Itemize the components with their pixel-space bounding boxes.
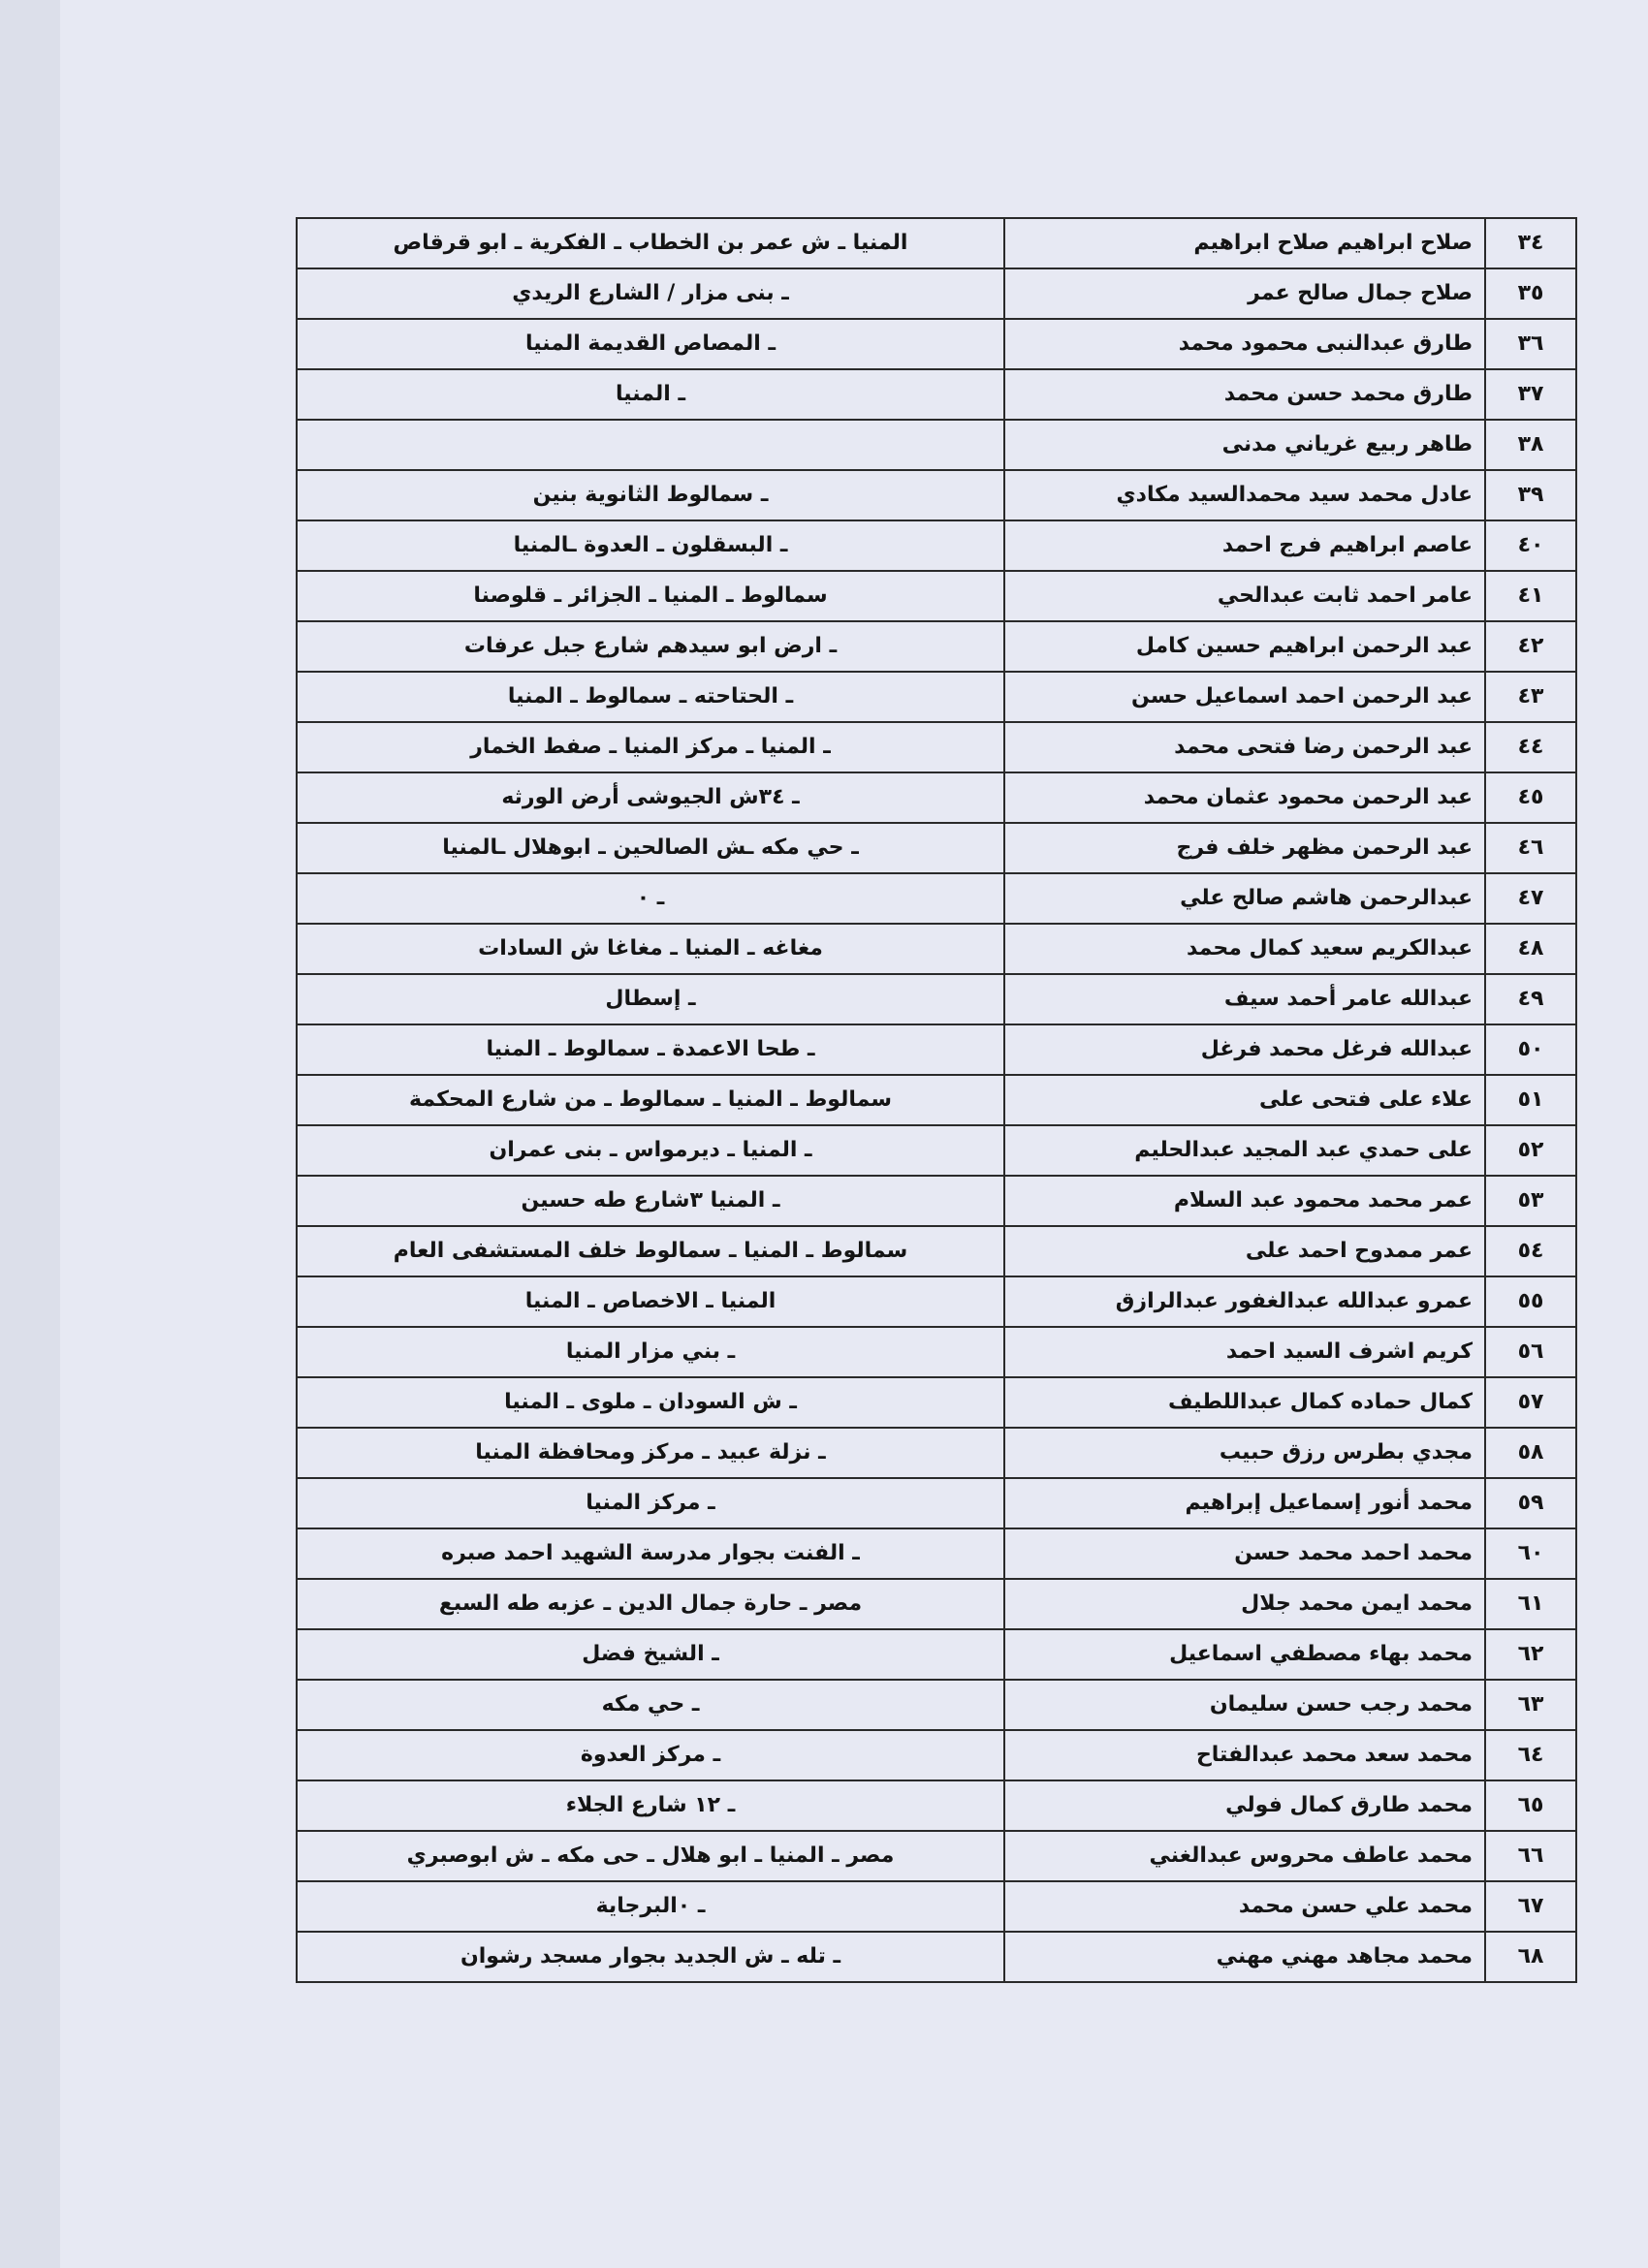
table-body bbox=[297, 218, 1576, 1982]
table-row bbox=[297, 1680, 1576, 1730]
person-name: محمد علي حسن محمد bbox=[1004, 1881, 1485, 1932]
table-row bbox=[297, 722, 1576, 772]
table-row bbox=[297, 470, 1576, 520]
table-row bbox=[297, 268, 1576, 319]
person-name: مجدي بطرس رزق حبيب bbox=[1004, 1428, 1485, 1478]
row-number: ٦٨ bbox=[1485, 1932, 1576, 1982]
address: مصر ـ حارة جمال الدين ـ عزبه طه السبع bbox=[297, 1579, 1004, 1629]
table-row bbox=[297, 1125, 1576, 1176]
person-name: محمد رجب حسن سليمان bbox=[1004, 1680, 1485, 1730]
address: ـ إسطال bbox=[297, 974, 1004, 1024]
row-number: ٥٦ bbox=[1485, 1327, 1576, 1377]
table-row bbox=[297, 520, 1576, 571]
table-row bbox=[297, 1478, 1576, 1528]
table-row bbox=[297, 1881, 1576, 1932]
row-number: ٦٤ bbox=[1485, 1730, 1576, 1780]
address: ـ سمالوط الثانوية بنين bbox=[297, 470, 1004, 520]
table-row bbox=[297, 1075, 1576, 1125]
person-name: عبد الرحمن رضا فتحى محمد bbox=[1004, 722, 1485, 772]
person-name: كريم اشرف السيد احمد bbox=[1004, 1327, 1485, 1377]
address: ـ طحا الاعمدة ـ سمالوط ـ المنيا bbox=[297, 1024, 1004, 1075]
table-row bbox=[297, 1780, 1576, 1831]
address: ـ المنيا ـ ديرمواس ـ بنى عمران bbox=[297, 1125, 1004, 1176]
address: ـ بنى مزار / الشارع الريدي bbox=[297, 268, 1004, 319]
address: سمالوط ـ المنيا ـ الجزائر ـ قلوصنا bbox=[297, 571, 1004, 621]
row-number: ٥٧ bbox=[1485, 1377, 1576, 1428]
address: ـ الشيخ فضل bbox=[297, 1629, 1004, 1680]
row-number: ٤٩ bbox=[1485, 974, 1576, 1024]
address: ـ الفنت بجوار مدرسة الشهيد احمد صبره bbox=[297, 1528, 1004, 1579]
address: ـ ارض ابو سيدهم شارع جبل عرفات bbox=[297, 621, 1004, 672]
row-number: ٤٠ bbox=[1485, 520, 1576, 571]
person-name: محمد عاطف محروس عبدالغني bbox=[1004, 1831, 1485, 1881]
row-number: ٣٧ bbox=[1485, 369, 1576, 420]
address: سمالوط ـ المنيا ـ سمالوط خلف المستشفى العام bbox=[297, 1226, 1004, 1276]
row-number: ٦٦ bbox=[1485, 1831, 1576, 1881]
person-name: صلاح جمال صالح عمر bbox=[1004, 268, 1485, 319]
row-number: ٤٨ bbox=[1485, 924, 1576, 974]
table-row bbox=[297, 1528, 1576, 1579]
row-number: ٥٤ bbox=[1485, 1226, 1576, 1276]
person-name: عبدالله فرغل محمد فرغل bbox=[1004, 1024, 1485, 1075]
row-number: ٣٩ bbox=[1485, 470, 1576, 520]
person-name: عبد الرحمن ابراهيم حسين كامل bbox=[1004, 621, 1485, 672]
person-name: عمرو عبدالله عبدالغفور عبدالرازق bbox=[1004, 1276, 1485, 1327]
address: ـ المصاص القديمة المنيا bbox=[297, 319, 1004, 369]
row-number: ٦١ bbox=[1485, 1579, 1576, 1629]
address bbox=[297, 420, 1004, 470]
table-row bbox=[297, 1579, 1576, 1629]
table-row bbox=[297, 420, 1576, 470]
person-name: طارق عبدالنبى محمود محمد bbox=[1004, 319, 1485, 369]
row-number: ٣٤ bbox=[1485, 218, 1576, 268]
table-row bbox=[297, 1276, 1576, 1327]
address: ـ ١٢ شارع الجلاء bbox=[297, 1780, 1004, 1831]
table-row bbox=[297, 1024, 1576, 1075]
person-name: محمد ايمن محمد جلال bbox=[1004, 1579, 1485, 1629]
address: مغاغه ـ المنيا ـ مغاغا ش السادات bbox=[297, 924, 1004, 974]
table-row bbox=[297, 1226, 1576, 1276]
row-number: ٥١ bbox=[1485, 1075, 1576, 1125]
table-row bbox=[297, 1428, 1576, 1478]
row-number: ٥٣ bbox=[1485, 1176, 1576, 1226]
table-row bbox=[297, 772, 1576, 823]
table-row bbox=[297, 873, 1576, 924]
person-name: صلاح ابراهيم صلاح ابراهيم bbox=[1004, 218, 1485, 268]
row-number: ٦٣ bbox=[1485, 1680, 1576, 1730]
table-row bbox=[297, 369, 1576, 420]
address: ـ مركز المنيا bbox=[297, 1478, 1004, 1528]
table-row bbox=[297, 924, 1576, 974]
row-number: ٤٢ bbox=[1485, 621, 1576, 672]
address: ـ المنيا bbox=[297, 369, 1004, 420]
table-row bbox=[297, 1629, 1576, 1680]
address: ـ ش السودان ـ ملوى ـ المنيا bbox=[297, 1377, 1004, 1428]
person-name: على حمدي عبد المجيد عبدالحليم bbox=[1004, 1125, 1485, 1176]
person-name: علاء على فتحى على bbox=[1004, 1075, 1485, 1125]
table-row bbox=[297, 1176, 1576, 1226]
person-name: طارق محمد حسن محمد bbox=[1004, 369, 1485, 420]
person-name: عبد الرحمن احمد اسماعيل حسن bbox=[1004, 672, 1485, 722]
scanned-page bbox=[60, 0, 1648, 2268]
row-number: ٦٥ bbox=[1485, 1780, 1576, 1831]
address: ـ الحتاحته ـ سمالوط ـ المنيا bbox=[297, 672, 1004, 722]
table-row bbox=[297, 823, 1576, 873]
row-number: ٥٩ bbox=[1485, 1478, 1576, 1528]
person-name: عاصم ابراهيم فرج احمد bbox=[1004, 520, 1485, 571]
person-name: عمر محمد محمود عبد السلام bbox=[1004, 1176, 1485, 1226]
address: ـ حي مكه bbox=[297, 1680, 1004, 1730]
row-number: ٤٦ bbox=[1485, 823, 1576, 873]
table-row bbox=[297, 218, 1576, 268]
person-name: عبدالله عامر أحمد سيف bbox=[1004, 974, 1485, 1024]
row-number: ٣٨ bbox=[1485, 420, 1576, 470]
person-name: محمد احمد محمد حسن bbox=[1004, 1528, 1485, 1579]
table-row bbox=[297, 974, 1576, 1024]
address: ـ بني مزار المنيا bbox=[297, 1327, 1004, 1377]
row-number: ٦٠ bbox=[1485, 1528, 1576, 1579]
person-name: عبد الرحمن مظهر خلف فرج bbox=[1004, 823, 1485, 873]
address: ـ ٣٤ش الجيوشى أرض الورثه bbox=[297, 772, 1004, 823]
person-name: محمد سعد محمد عبدالفتاح bbox=[1004, 1730, 1485, 1780]
row-number: ٤٣ bbox=[1485, 672, 1576, 722]
person-name: طاهر ربيع غرياني مدنى bbox=[1004, 420, 1485, 470]
table-row bbox=[297, 1327, 1576, 1377]
person-name: عمر ممدوح احمد على bbox=[1004, 1226, 1485, 1276]
table-row bbox=[297, 1831, 1576, 1881]
row-number: ٤٥ bbox=[1485, 772, 1576, 823]
row-number: ٤٤ bbox=[1485, 722, 1576, 772]
table-row bbox=[297, 571, 1576, 621]
address: ـ ٠البرجاية bbox=[297, 1881, 1004, 1932]
address: ـ البسقلون ـ العدوة ـالمنيا bbox=[297, 520, 1004, 571]
address: ـ المنيا ٣شارع طه حسين bbox=[297, 1176, 1004, 1226]
address: ـ نزلة عبيد ـ مركز ومحافظة المنيا bbox=[297, 1428, 1004, 1478]
row-number: ٥٨ bbox=[1485, 1428, 1576, 1478]
person-name: عامر احمد ثابت عبدالحي bbox=[1004, 571, 1485, 621]
table-row bbox=[297, 1932, 1576, 1982]
row-number: ٣٦ bbox=[1485, 319, 1576, 369]
table-row bbox=[297, 1730, 1576, 1780]
row-number: ٥٠ bbox=[1485, 1024, 1576, 1075]
address: سمالوط ـ المنيا ـ سمالوط ـ من شارع المحكمة bbox=[297, 1075, 1004, 1125]
person-name: محمد مجاهد مهني مهني bbox=[1004, 1932, 1485, 1982]
person-name: كمال حماده كمال عبداللطيف bbox=[1004, 1377, 1485, 1428]
row-number: ٥٢ bbox=[1485, 1125, 1576, 1176]
address: ـ المنيا ـ مركز المنيا ـ صفط الخمار bbox=[297, 722, 1004, 772]
person-name: محمد بهاء مصطفي اسماعيل bbox=[1004, 1629, 1485, 1680]
address: ـ حي مكه ـش الصالحين ـ ابوهلال ـالمنيا bbox=[297, 823, 1004, 873]
address: مصر ـ المنيا ـ ابو هلال ـ حى مكه ـ ش ابوصبري bbox=[297, 1831, 1004, 1881]
row-number: ٤١ bbox=[1485, 571, 1576, 621]
person-name: عبد الرحمن محمود عثمان محمد bbox=[1004, 772, 1485, 823]
address: ـ مركز العدوة bbox=[297, 1730, 1004, 1780]
row-number: ٥٥ bbox=[1485, 1276, 1576, 1327]
person-name: عبدالكريم سعيد كمال محمد bbox=[1004, 924, 1485, 974]
names-addresses-table bbox=[296, 217, 1577, 1983]
address: ـ ٠ bbox=[297, 873, 1004, 924]
row-number: ٦٢ bbox=[1485, 1629, 1576, 1680]
table-row bbox=[297, 1377, 1576, 1428]
row-number: ٦٧ bbox=[1485, 1881, 1576, 1932]
table-row bbox=[297, 621, 1576, 672]
row-number: ٤٧ bbox=[1485, 873, 1576, 924]
row-number: ٣٥ bbox=[1485, 268, 1576, 319]
person-name: محمد أنور إسماعيل إبراهيم bbox=[1004, 1478, 1485, 1528]
person-name: محمد طارق كمال فولي bbox=[1004, 1780, 1485, 1831]
table-row bbox=[297, 672, 1576, 722]
address: ـ تله ـ ش الجديد بجوار مسجد رشوان bbox=[297, 1932, 1004, 1982]
address: المنيا ـ ش عمر بن الخطاب ـ الفكرية ـ ابو قرقاص bbox=[297, 218, 1004, 268]
person-name: عبدالرحمن هاشم صالح علي bbox=[1004, 873, 1485, 924]
table-row bbox=[297, 319, 1576, 369]
person-name: عادل محمد سيد محمدالسيد مكادي bbox=[1004, 470, 1485, 520]
address: المنيا ـ الاخصاص ـ المنيا bbox=[297, 1276, 1004, 1327]
